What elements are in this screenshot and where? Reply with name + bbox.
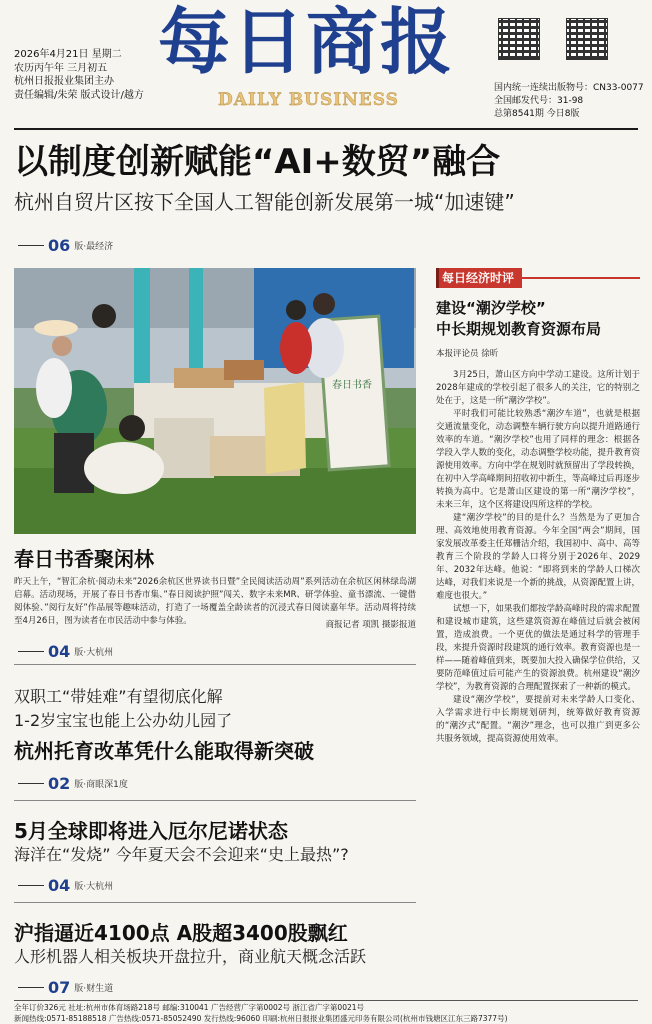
editorial-tag-bar [436, 268, 640, 288]
qr-code-icon[interactable] [498, 18, 540, 60]
elnino-page-ref[interactable] [18, 876, 113, 895]
newspaper-logo[interactable] [158, 0, 488, 120]
divider [14, 664, 416, 665]
section-label: 版·大杭州 [74, 882, 114, 892]
market-page-ref[interactable] [18, 978, 113, 997]
photo-story-title[interactable]: 春日书香聚闲林 [14, 547, 154, 571]
sign-text: 春日书香 [332, 380, 372, 391]
editors: 责任编辑/朱荣 版式设计/越方 [14, 89, 144, 101]
page-number: 07 [48, 978, 71, 997]
publisher: 杭州日报报业集团主办 [14, 76, 114, 87]
page-number: 04 [48, 876, 71, 895]
footer-line-2: 新闻热线:0571-85188518 广告热线:0571-85052490 发行热线:96060 印刷:杭州日报报业集团盛元印务有限公司(杭州市钱塘区江东三路7377号) [14, 1014, 508, 1023]
editorial-tag[interactable]: 每日经济时评 [436, 268, 522, 288]
editorial-column [436, 268, 640, 746]
masthead-rule [14, 128, 638, 130]
childcare-title[interactable]: 杭州托育改革凭什么能取得新突破 [14, 739, 314, 763]
editorial-paragraph: 试想一下，如果我们都按学龄高峰时段的需求配置和建设城市建筑，这些建筑资源在峰值过后就会被闲置，造成浪费。一个更优的做法是通过科学的管理手段，来提升资源时段建筑的通行效率。教育资源也是一样——随着峰值到来，既要加大投入确保学位供给，又要防范峰值过后可能产生的资源浪费。杭州建设“潮汐学校”，为教育资源的合理配置探索了一种新的模式。 [436, 604, 641, 692]
editorial-paragraph: 平时我们可能比较熟悉“潮汐车道”，也就是根据交通流量变化，动态调整车辆行驶方向以提升道路通行效率的车道。“潮汐学校”也用了同样的理念：根据各学段入学人数的变化，动态调整学校功能，提升教育资源使用效率。方向中学在规划时就预留出了学段转换，在初中入学高峰期间招收初中新生，等高峰过后再逐步转换为高中。它是萧山区建设的第一所“潮汐学校”，未来三年，这个区将建设四所这样的学校。 [436, 409, 641, 510]
reading-fair-photo[interactable] [14, 268, 416, 534]
lead-headline[interactable]: 以制度创新赋能“AI+数贸”融合 [14, 142, 501, 182]
childcare-page-ref[interactable] [18, 774, 128, 793]
editorial-paragraph: 建设“潮汐学校”，要提前对未来学龄人口变化、入学需求进行中长期规划研判，统筹做好教育资源的“潮汐式”配置。“潮汐”理念，也可以推广到更多公共服务领域，提高资源使用效率。 [436, 695, 640, 744]
section-label: 版·大杭州 [74, 648, 114, 658]
qr-code-icon[interactable] [566, 18, 608, 60]
editorial-paragraph: 建“潮汐学校”的目的是什么？当然是为了更加合理、高效地使用教育资源。今年全国“两会”期间，国家发展改革委主任郑栅洁介绍，我国初中、高中、高等教育三个阶段的学龄人口将分别于2026年、2029年、2032年达峰。他说：“即将到来的学龄人口梯次达峰，对我们来说是一个新的挑战，从资源配置上讲，难度也很大。” [436, 513, 641, 601]
section-label: 版·最经济 [74, 242, 114, 252]
editorial-title-line1[interactable]: 建设“潮汐学校” [436, 299, 546, 317]
photo-illustration [14, 268, 416, 534]
section-label: 版·财生道 [74, 984, 114, 994]
elnino-subtitle[interactable]: 海洋在“发烧” 今年夏天会不会迎来“史上最热”? [14, 845, 349, 864]
market-title[interactable]: 沪指逼近4100点 A股超3400股飘红 [14, 921, 348, 945]
editorial-paragraph: 3月25日，萧山区方向中学动工建设。这所计划于2028年建成的学校引起了很多人的关注，它的特别之处在于，这是一所“潮汐学校”。 [436, 370, 640, 406]
photo-credit: 商报记者 项凯 摄影报道 [325, 620, 416, 630]
logo-chinese: 每日商报 [158, 0, 455, 84]
photo-story-body: 昨天上午，“智汇余杭·阅动未来”2026余杭区世界读书日暨”全民阅读活动周”系列活动在余杭区闲林绿岛湖启幕。活动现场，开展了春日书香市集、”春日阅读护照”闯关、数字未来MR、研学体验、童书漂流、一键借阅体验、”阅行友好”作品展等趣味活动，打造了一场覆盖全龄读者的沉浸式春日阅读嘉年华。活动周将持续至4月26日，图为读者在市民活动中参与体验。 [14, 577, 416, 626]
lead-subhead[interactable]: 杭州自贸片区按下全国人工智能创新发展第一城“加速键” [14, 190, 515, 214]
photo-page-ref[interactable] [18, 642, 113, 661]
footer-info [14, 1000, 638, 1024]
lunar-date: 农历丙午年 三月初五 [14, 62, 108, 74]
section-label: 版·商眼深1度 [74, 780, 128, 790]
childcare-kicker-2[interactable]: 1-2岁宝宝也能上公办幼儿园了 [14, 711, 233, 730]
editorial-title-line2[interactable]: 中长期规划教育资源布局 [436, 320, 602, 338]
market-subtitle[interactable]: 人形机器人相关板块开盘拉升，商业航天概念活跃 [14, 947, 367, 966]
elnino-title[interactable]: 5月全球即将进入厄尔尼诺状态 [14, 819, 288, 843]
page-number: 02 [48, 774, 71, 793]
postal-code: 全国邮发代号：31-98 [494, 96, 584, 106]
editorial-byline: 本报评论员 徐昕 [436, 349, 499, 359]
childcare-kicker-1[interactable]: 双职工“带娃难”有望彻底化解 [14, 687, 223, 706]
divider [14, 800, 416, 801]
lead-page-ref[interactable] [18, 236, 113, 255]
divider [14, 902, 416, 903]
logo-english: DAILY BUSINESS [218, 90, 399, 110]
issue-number: 总第8541期 今日8版 [494, 109, 580, 119]
page-number: 04 [48, 642, 71, 661]
publication-codes [494, 82, 644, 121]
footer-line-1: 全年订价326元 社址:杭州市体育场路218号 邮编:310041 广告经营广字第0002号 浙江省广字第0021号 [14, 1003, 365, 1012]
issn: 国内统一连续出版物号：CN33-0077 [494, 83, 644, 93]
masthead-info [14, 48, 144, 102]
page-number: 06 [48, 236, 71, 255]
issue-date: 2026年4月21日 星期二 [14, 49, 122, 60]
